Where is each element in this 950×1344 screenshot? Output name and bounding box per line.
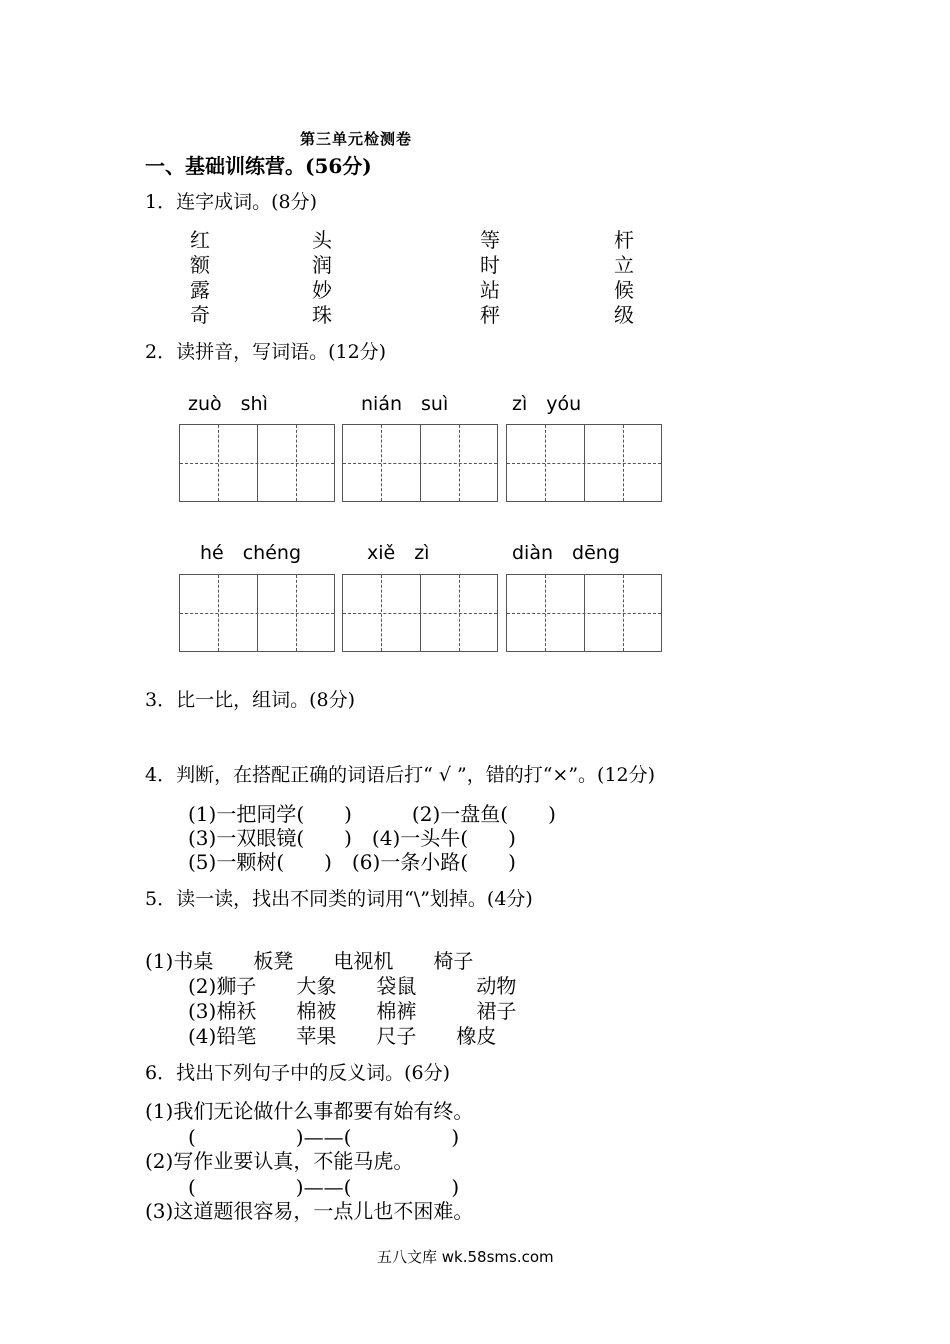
word-group-line: (4)铅笔 苹果 尺子 橡皮 — [188, 1024, 497, 1048]
word-char: 额 — [190, 253, 210, 277]
question-6-prompt: 6．找出下列句子中的反义词。(6分) — [145, 1062, 451, 1084]
word-char: 润 — [312, 253, 332, 277]
word-group-line: (1)书桌 板凳 电视机 椅子 — [145, 949, 474, 973]
word-char: 站 — [480, 278, 500, 302]
writing-grid[interactable] — [179, 424, 335, 502]
writing-grid[interactable] — [342, 424, 498, 502]
writing-grid[interactable] — [342, 574, 498, 652]
word-group-line: (3)棉袄 棉被 棉裤 裙子 — [188, 999, 517, 1023]
word-char: 立 — [614, 253, 634, 277]
answer-blank[interactable]: ( )——( ) — [188, 1175, 460, 1199]
pinyin-label: xiě zì — [367, 542, 430, 564]
writing-grid[interactable] — [506, 424, 662, 502]
word-char: 珠 — [312, 303, 332, 327]
word-char: 奇 — [190, 303, 210, 327]
pinyin-label: nián suì — [361, 393, 449, 415]
question-2-prompt: 2．读拼音，写词语。(12分) — [145, 341, 387, 363]
sentence: (3)这道题很容易，一点儿也不困难。 — [145, 1199, 474, 1223]
judge-line: (1)一把同学( ) (2)一盘鱼( ) — [188, 802, 556, 826]
judge-line: (3)一双眼镜( ) (4)一头牛( ) — [188, 826, 516, 850]
word-char: 候 — [614, 278, 634, 302]
question-4-prompt: 4．判断，在搭配正确的词语后打“ √ ”，错的打“×”。(12分) — [145, 764, 656, 786]
section-heading: 一、基础训练营。(56分) — [145, 154, 372, 178]
word-char: 头 — [312, 228, 332, 252]
judge-line: (5)一颗树( ) (6)一条小路( ) — [188, 850, 516, 874]
word-char: 时 — [480, 253, 500, 277]
word-char: 秤 — [480, 303, 500, 327]
word-char: 露 — [190, 278, 210, 302]
sentence: (2)写作业要认真，不能马虎。 — [145, 1149, 414, 1173]
word-char: 妙 — [312, 278, 332, 302]
pinyin-label: zì yóu — [512, 393, 582, 415]
pinyin-label: diàn dēng — [512, 542, 620, 564]
pinyin-label: hé chéng — [200, 542, 302, 564]
word-char: 等 — [480, 228, 500, 252]
footer-watermark: 五八文库 wk.58sms.com — [377, 1248, 554, 1266]
question-1-prompt: 1．连字成词。(8分) — [145, 191, 318, 213]
page-title: 第三单元检测卷 — [300, 130, 413, 148]
sentence: (1)我们无论做什么事都要有始有终。 — [145, 1099, 474, 1123]
word-char: 级 — [614, 303, 634, 327]
answer-blank[interactable]: ( )——( ) — [188, 1125, 460, 1149]
word-group-line: (2)狮子 大象 袋鼠 动物 — [188, 974, 517, 998]
word-char: 杆 — [614, 228, 634, 252]
pinyin-label: zuò shì — [188, 393, 268, 415]
word-char: 红 — [190, 228, 210, 252]
writing-grid[interactable] — [179, 574, 335, 652]
question-3-prompt: 3．比一比，组词。(8分) — [145, 689, 356, 711]
writing-grid[interactable] — [506, 574, 662, 652]
question-5-prompt: 5．读一读，找出不同类的词用“\”划掉。(4分) — [145, 888, 533, 910]
